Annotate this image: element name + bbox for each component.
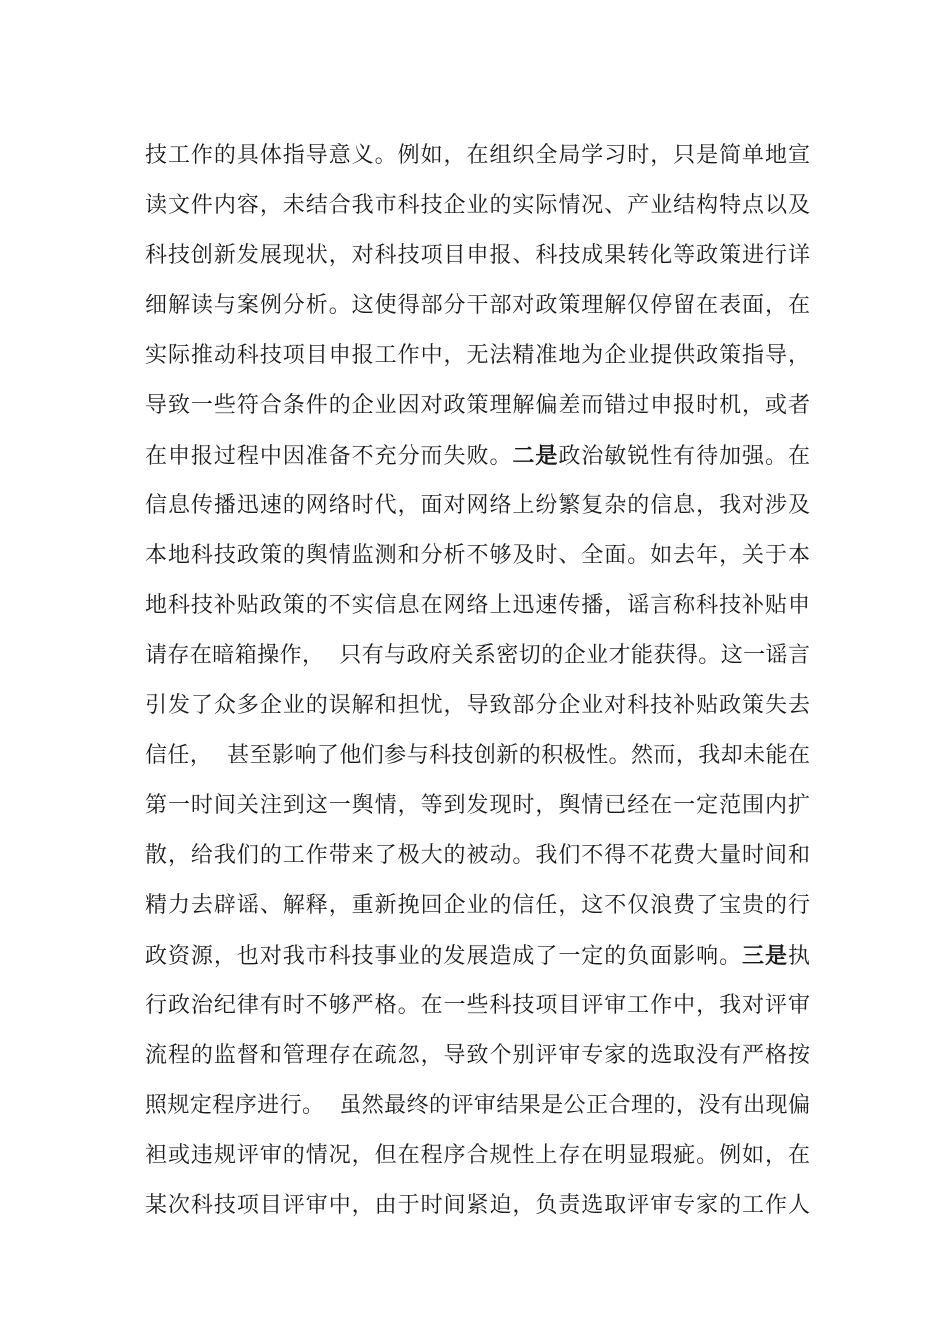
text-line: 本地科技政策的舆情监测和分析不够及时、全面。如去年，关于本 [145,543,810,568]
text-line: 精力去辟谣、解释，重新挽回企业的信任，这不仅浪费了宝贵的行 [145,893,810,918]
text-segment: 执 [787,944,810,969]
text-line: 某次科技项目评审中，由于时间紧迫，负责选取评审专家的工作人 [145,1193,810,1218]
text-segment: 在申报过程中因准备不充分而失败。 [145,444,513,469]
text-line: 细解读与案例分析。这使得部分干部对政策理解仅停留在表面，在 [145,293,810,318]
text-line [145,931,810,981]
text-segment: 政治敏锐性有待加强。在 [558,444,810,469]
text-line: 科技创新发展现状，对科技项目申报、科技成果转化等政策进行详 [145,243,810,268]
bold-point-marker: 三是 [742,943,788,969]
bold-point-marker: 二是 [512,443,559,469]
text-line: 导致一些符合条件的企业因对政策理解偏差而错过申报时机，或者 [145,393,810,418]
text-line: 实际推动科技项目申报工作中，无法精准地为企业提供政策指导， [145,343,810,368]
text-line [145,431,810,481]
text-line: 袒或违规评审的情况，但在程序合规性上存在明显瑕疵。例如，在 [145,1143,810,1168]
text-line: 请存在暗箱操作， 只有与政府关系密切的企业才能获得。这一谣言 [145,643,810,668]
text-line: 第一时间关注到这一舆情，等到发现时，舆情已经在一定范围内扩 [145,793,810,818]
text-line: 行政治纪律有时不够严格。在一些科技项目评审工作中，我对评审 [145,993,810,1018]
text-line: 读文件内容，未结合我市科技企业的实际情况、产业结构特点以及 [145,193,810,218]
text-line: 引发了众多企业的误解和担忧，导致部分企业对科技补贴政策失去 [145,693,810,718]
text-segment: 政资源，也对我市科技事业的发展造成了一定的负面影响。 [145,944,743,969]
body-text [145,131,810,1231]
text-line: 散，给我们的工作带来了极大的被动。我们不得不花费大量时间和 [145,843,810,868]
text-line: 技工作的具体指导意义。例如，在组织全局学习时，只是简单地宣 [145,143,810,168]
text-line: 信任， 甚至影响了他们参与科技创新的积极性。然而，我却未能在 [145,743,810,768]
text-line: 照规定程序进行。 虽然最终的评审结果是公正合理的，没有出现偏 [145,1093,810,1118]
text-line: 流程的监督和管理存在疏忽，导致个别评审专家的选取没有严格按 [145,1043,810,1068]
text-line: 地科技补贴政策的不实信息在网络上迅速传播，谣言称科技补贴申 [145,593,810,618]
text-line: 信息传播迅速的网络时代，面对网络上纷繁复杂的信息，我对涉及 [145,493,810,518]
